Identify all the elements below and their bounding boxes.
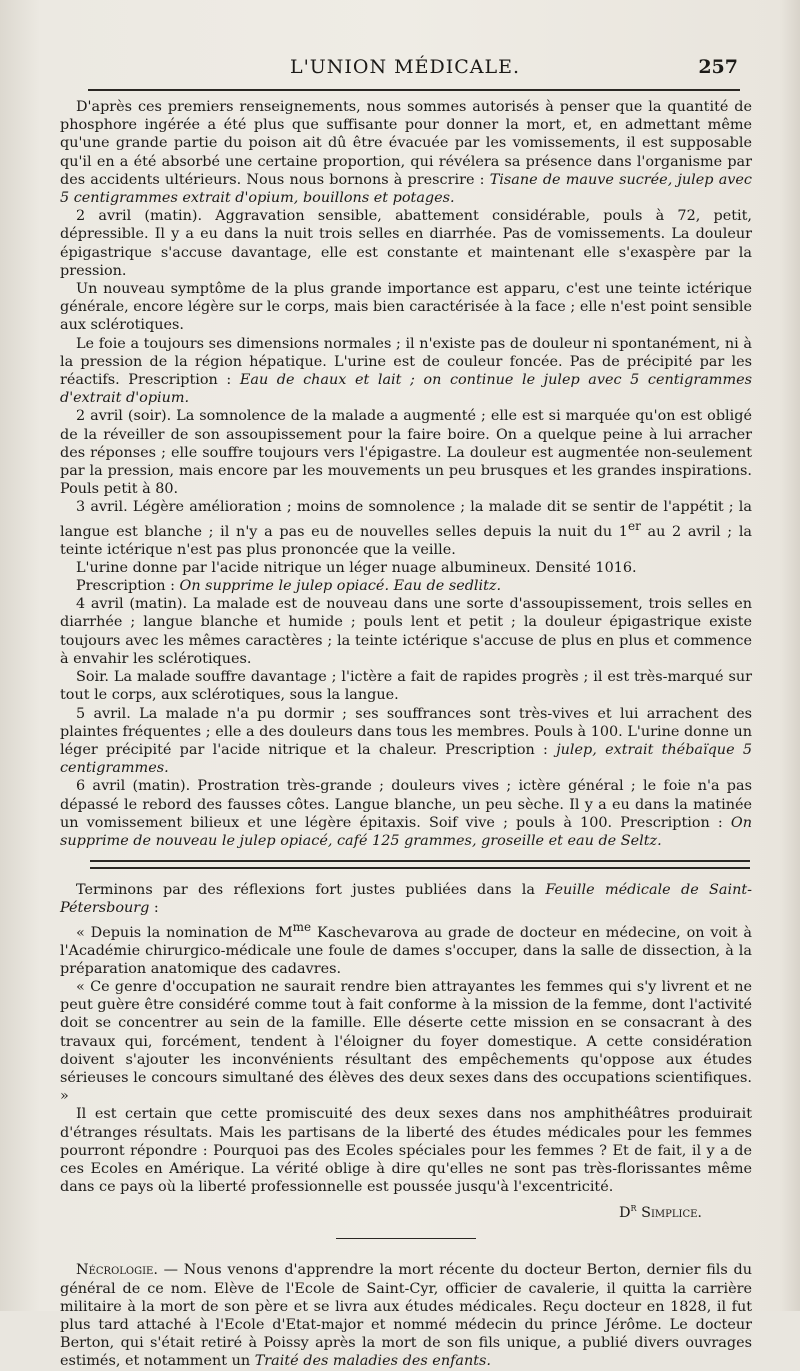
paragraph: Prescription : On supprime le julep opiacé. Eau de sedlitz. — [76, 578, 502, 595]
paragraph: L'urine donne par l'acide nitrique un léger nuage albumineux. Densité 1016. — [76, 559, 637, 576]
paragraph: Soir. La malade souffre davantage ; l'ictère a fait de rapides progrès ; il est très-marqué sur tout le corps, aux sclérotiques, sous la langue. — [60, 669, 752, 704]
quote-paragraph: « Ce genre d'occupation ne saurait rendre bien attrayantes les femmes qui s'y livrent et ne peut guère être considéré comme tout à fait conforme à la mission de la femme, dont l'activité doit se concentrer au sein de la famille. Elle déserte cette mission en se consacrant à des travaux qui, forcément, tendent à l'éloigner du foyer domestique. A cette considération doivent s'ajouter les inconvénients résultant des empêchements qu'oppose aux études sérieuses le concours simultané des élèves des deux sexes dans des occupations scientifiques. » — [60, 978, 752, 1105]
prescription: julep, extrait thébaïque 5 centigrammes. — [60, 741, 753, 777]
page-header — [60, 56, 750, 86]
running-title: L'UNION MÉDICALE. — [289, 56, 521, 78]
journal-title: Feuille médicale de Saint-Pétersbourg — [60, 882, 753, 917]
paragraph: 6 avril (matin). Prostration très-grande ; douleurs vives ; ictère général ; le foie n'a pas dépassé le rebord des fausses côtes. Langue blanche, un peu sèche. Il y a eu dans la matinée un vomissement bilieux et une légère épitaxis. Soif vive ; pouls à 100. Prescription : On supprime de nouveau le julep opiacé, café 125 grammes, groseille et eau de Seltz. — [60, 778, 752, 849]
signature: $D^r$ Simplice. — [618, 1200, 702, 1222]
paragraph: Terminons par des réflexions fort justes publiées dans la Feuille médicale de Saint-Pétersbourg : — [60, 882, 753, 917]
paragraph: Un nouveau symptôme de la plus grande importance est apparu, c'est une teinte ictérique générale, encore légère sur le corps, mais bien caractérisée à la face ; elle n'est point sensible aux sclérotiques. — [60, 281, 752, 334]
reflexions-section — [60, 881, 752, 1222]
paragraph: Nécrologie. — Nous venons d'apprendre la mort récente du docteur Berton, dernier fils du général de ce nom. Elève de l'Ecole de Saint-Cyr, officier de cavalerie, il quitta la carrière militaire à la mort de son père et se livra aux études médicales. Reçu docteur en 1828, il fut plus tard attaché à l'Ecole d'Etat-major et nommé médecin du prince Jérôme. Le docteur Berton, qui s'était retiré à Poissy après la mort de son fils unique, a publié divers ouvrages estimés, et notamment un Traité des maladies des enfants. — [60, 1262, 752, 1370]
paragraph: D'après ces premiers renseignements, nous sommes autorisés à penser que la quantité de phosphore ingérée a été plus que suffisante pour donner la mort, et, en admettant même qu'une grande partie du poison ait dû être évacuée par les vomissements, il est supposable qu'il en a été absorbé une certaine proportion, qui révélera sa présence dans l'organisme par des accidents ultérieurs. Nous nous bornons à prescrire : Tisane de mauve sucrée, julep avec 5 centigrammes extrait d'opium, bouillons et potages. — [60, 99, 752, 207]
quote-paragraph: « Depuis la nomination de $M^{me}$ Kaschevarova au grade de docteur en médecine, on voit à l'Académie chirurgico-médicale une foule de dames s'occuper, dans la salle de dissection, à la préparation anatomique des cadavres. — [60, 919, 752, 977]
necrologie-section — [60, 1261, 752, 1370]
paragraph: 2 avril (soir). La somnolence de la malade a augmenté ; elle est si marquée qu'on est obligé de la réveiller de son assoupissement pour la faire boire. On a quelque peine à lui arracher des réponses ; elle souffre toujours vers l'épigastre. La douleur est augmentée non-seulement par la pression, mais encore par les mouvements un peu brusques et les grandes inspirations. Pouls petit à 80. — [60, 408, 752, 498]
page-number: 257 — [698, 56, 738, 78]
prescription: Eau de chaux et lait ; on continue le julep avec 5 centigrammes d'extrait d'opium. — [60, 372, 753, 407]
header-rule — [88, 89, 740, 91]
section-label: Nécrologie. — [76, 1262, 158, 1279]
paragraph: Il est certain que cette promiscuité des deux sexes dans nos amphithéâtres produirait d'étranges résultats. Mais les partisans de la liberté des études médicales pour les femmes pourront répondre : Pourquoi pas des Ecoles spéciales pour les femmes ? Et de fait, il y a de ces Ecoles en Amérique. La vérité oblige à dire qu'elles ne sont pas très-florissantes même dans ce pays où la liberté professionnelle est poussée jusqu'à l'excentricité. — [60, 1106, 752, 1196]
paragraph: Le foie a toujours ses dimensions normales ; il n'existe pas de douleur ni spontanément, ni à la pression de la région hépatique. L'urine est de couleur foncée. Pas de précipité par les réactifs. Prescription : Eau de chaux et lait ; on continue le julep avec 5 centigrammes d'extrait d'opium. — [60, 335, 753, 407]
paragraph: 2 avril (matin). Aggravation sensible, abattement considérable, pouls à 72, petit, dépressible. Il y a eu dans la nuit trois selles en diarrhée. Pas de vomissements. La douleur épigastrique s'accuse davantage, elle est constante et maintenant elle s'exaspère par la pression. — [60, 208, 752, 279]
paragraph: 4 avril (matin). La malade est de nouveau dans une sorte d'assoupissement, trois selles en diarrhée ; langue blanche et humide ; pouls lent et petit ; la douleur épigastrique existe toujours avec les mêmes caractères ; la teinte ictérique s'accuse de plus en plus et commence à envahir les sclérotiques. — [60, 596, 752, 667]
prescription: On supprime de nouveau le julep opiacé, café 125 grammes, groseille et eau de Seltz. — [60, 814, 752, 849]
prescription: On supprime le julep opiacé. Eau de sedlitz. — [179, 578, 502, 595]
paragraph: 3 avril. Légère amélioration ; moins de somnolence ; la malade dit se sentir de l'appétit ; la langue est blanche ; il n'y a pas eu de nouvelles selles depuis la nuit du 1er au 2 avril ; la teinte ictérique n'est pas plus prononcée que la veille. — [60, 499, 752, 558]
section-divider — [90, 860, 750, 869]
short-divider — [336, 1238, 476, 1239]
case-report — [60, 98, 752, 850]
paragraph: 5 avril. La malade n'a pu dormir ; ses souffrances sont très-vives et lui arrachent des plaintes fréquentes ; elle a des douleurs dans tous les membres. Pouls à 100. L'urine donne un léger précipité par l'acide nitrique et la chaleur. Prescription : julep, extrait thébaïque 5 centigrammes. — [60, 705, 753, 777]
book-title: Traité des maladies des enfants. — [254, 1353, 492, 1370]
article-body — [60, 98, 752, 1371]
prescription: Tisane de mauve sucrée, julep avec 5 centigrammes extrait d'opium, bouillons et potages. — [60, 171, 752, 207]
